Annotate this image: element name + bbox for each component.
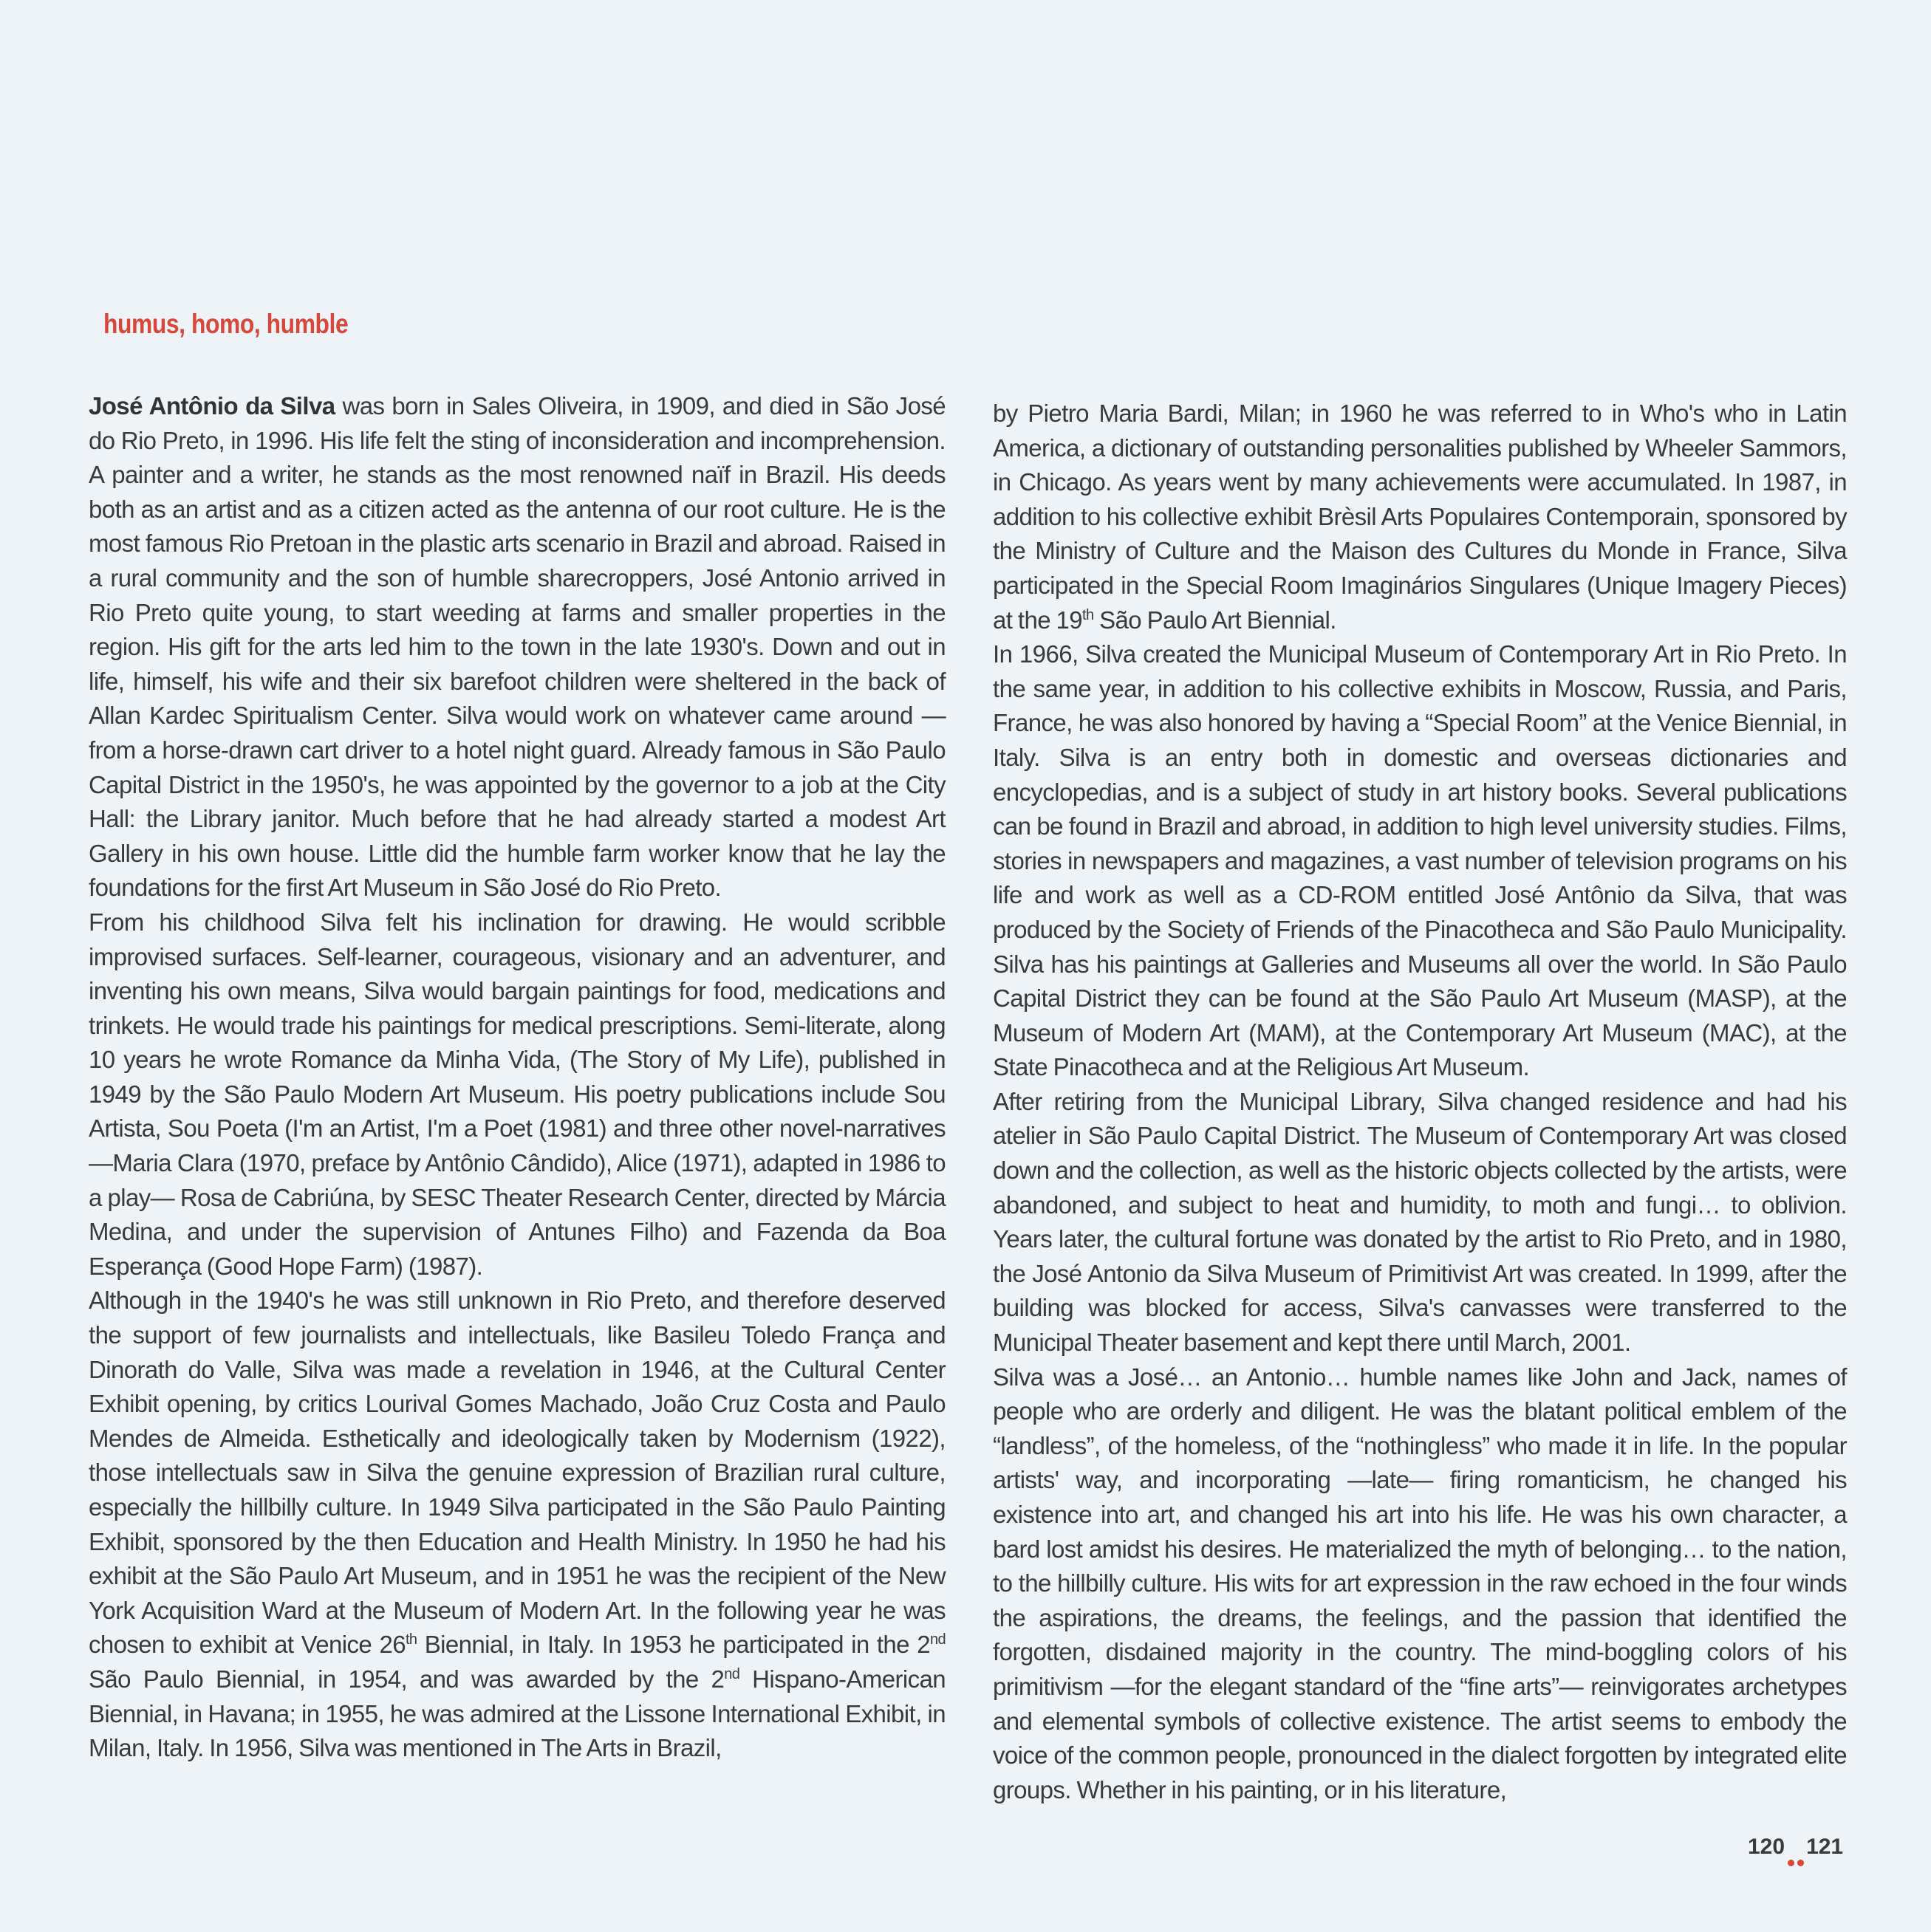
section-title: humus, homo, humble [103,309,349,339]
right-column [993,397,1847,1807]
folio-dots-icon [1788,1860,1804,1866]
paragraph-text: São Paulo Biennial, in 1954, and was awarded by the 2 [89,1665,725,1693]
dot-icon [1797,1860,1804,1866]
paragraph: After retiring from the Municipal Library, Silva changed residence and had his atelier in São Paulo Capital District. The Museum of Contemporary Art was closed down and the collection, as well as the historic objects collected by the artists, were abandoned, and subject to heat and humidity, to moth and fungi… to oblivion. Years later, the cultural fortune was donated by the artist to Rio Preto, and in 1980, the José Antonio da Silva Museum of Primitivist Art was created. In 1999, after the building was blocked for access, Silva's canvasses were transferred to the Municipal Theater basement and kept there until March, 2001. [993,1087,1847,1357]
paragraph [89,389,946,905]
paragraph-text: was born in Sales Oliveira, in 1909, and died in São José do Rio Preto, in 1996. His life felt the sting of inconsideration and incomprehension. A painter and a writer, he stands as the most renowned naïf in Brazil. His deeds both as an artist and as a citizen acted as the antenna of our root culture. He is the most famous Rio Pretoan in the plastic arts scenario in Brazil and abroad. Raised in a rural community and the son of humble sharecroppers, José Antonio arrived in Rio Preto quite young, to start weeding at farms and smaller properties in the region. His gift for the arts led him to the town in the late 1930's. Down and out in life, himself, his wife and their six barefoot children were sheltered in the back of Allan Kardec Spiritualism Center. Silva would work on whatever came around —from a horse-drawn cart driver to a hotel night guard. Already famous in São Paulo Capital District in the 1950's, he was appointed by the governor to a job at the City Hall: the Library janitor. Much before that he had already started a modest Art Gallery in his own house. Little did the humble farm worker know that he lay the foundations for the first Art Museum in São José do Rio Preto. [89,392,946,902]
paragraph: In 1966, Silva created the Municipal Museum of Contemporary Art in Rio Preto. In the same year, in addition to his collective exhibits in Moscow, Russia, and Paris, France, he was also honored by having a “Special Room” at the Venice Biennial, in Italy. Silva is an entry both in domestic and overseas dictionaries and encyclopedias, and is a subject of study in art history books. Several publications can be found in Brazil and abroad, in addition to high level university studies. Films, stories in newspapers and magazines, a vast number of television programs on his life and work as well as a CD-ROM entitled José Antônio da Silva, that was produced by the Society of Friends of the Pinacotheca and São Paulo Municipality. Silva has his paintings at Galleries and Museums all over the world. In São Paulo Capital District they can be found at the São Paulo Art Museum (MASP), at the Museum of Modern Art (MAM), at the Contemporary Art Museum (MAC), at the State Pinacotheca and at the Religious Art Museum. [993,640,1847,1081]
paragraph: From his childhood Silva felt his inclination for drawing. He would scribble improvised surfaces. Self-learner, courageous, visionary and an adventurer, and inventing his own means, Silva would bargain paintings for food, medications and trinkets. He would trade his paintings for medical prescriptions. Semi-literate, along 10 years he wrote Romance da Minha Vida, (The Story of My Life), published in 1949 by the São Paulo Modern Art Museum. His poetry publications include Sou Artista, Sou Poeta (I'm an Artist, I'm a Poet (1981) and three other novel-narratives —Maria Clara (1970, preface by Antônio Cândido), Alice (1971), adapted in 1986 to a play— Rosa de Cabriúna, by SESC Theater Research Center, directed by Márcia Medina, and under the supervision of Antunes Filho) and Fazenda da Boa Esperança (Good Hope Farm) (1987). [89,908,946,1280]
paragraph-text: Although in the 1940's he was still unknown in Rio Preto, and therefore deserved the support of few journalists and intellectuals, like Basileu Toledo França and Dinorath do Valle, Silva was made a revelation in 1946, at the Cultural Center Exhibit opening, by critics Lourival Gomes Machado, João Cruz Costa and Paulo Mendes de Almeida. Esthetically and ideologically taken by Modernism (1922), those intellectuals saw in Silva the genuine expression of Brazilian rural culture, especially the hillbilly culture. In 1949 Silva participated in the São Paulo Painting Exhibit, sponsored by the then Education and Health Ministry. In 1950 he had his exhibit at the São Paulo Art Museum, and in 1951 he was the recipient of the New York Acquisition Ward at the Museum of Modern Art. In the following year he was chosen to exhibit at Venice 26 [89,1287,946,1659]
paragraph: Silva was a José… an Antonio… humble names like John and Jack, names of people who are orderly and diligent. He was the blatant political emblem of the “landless”, of the homeless, of the “nothingless” who made it in life. In the popular artists' way, and incorporating —late— firing romanticism, he changed his existence into art, and changed his art into his life. He was his own character, a bard lost amidst his desires. He materialized the myth of belonging… to the nation, to the hillbilly culture. His wits for art expression in the raw echoed in the four winds the aspirations, the dreams, the feelings, and the passion that identified the forgotten, disdained majority in the country. The mind-boggling colors of his primitivism —for the elegant standard of the “fine arts”— reinvigorates archetypes and elemental symbols of collective existence. The artist seems to embody the voice of the common people, pronounced in the dialect forgotten by integrated elite groups. Whether in his painting, or in his literature, [993,1363,1847,1803]
left-page-number: 120 [1748,1835,1785,1859]
ordinal-suffix: th [1082,606,1094,623]
paragraph [993,397,1847,637]
paragraph-text: Biennial, in Italy. In 1953 he participated in the 2 [417,1631,930,1659]
left-column [89,389,946,1766]
paragraph [89,1284,946,1765]
ordinal-suffix: nd [724,1665,740,1682]
page-numbers [1748,1835,1843,1866]
right-page-number: 121 [1806,1835,1844,1859]
ordinal-suffix: th [405,1631,417,1648]
lead-name: José Antônio da Silva [89,392,335,419]
paragraph-text: São Paulo Art Biennial. [1093,606,1336,634]
dot-icon [1788,1860,1794,1866]
ordinal-suffix: nd [929,1631,946,1648]
paragraph-text: by Pietro Maria Bardi, Milan; in 1960 he was referred to in Who's who in Latin America, a dictionary of outstanding personalities published by Wheeler Sammors, in Chicago. As years went by many achievements were accumulated. In 1987, in addition to his collective exhibit Brèsil Arts Populaires Contemporain, sponsored by the Ministry of Culture and the Maison des Cultures du Monde in France, Silva participated in the Special Room Imaginários Singulares (Unique Imagery Pieces) at the 19 [993,400,1847,634]
paragraph-text: Hispano-American Biennial, in Havana; in 1955, he was admired at the Lissone International Exhibit, in Milan, Italy. In 1956, Silva was mentioned in The Arts in Brazil, [89,1665,946,1762]
